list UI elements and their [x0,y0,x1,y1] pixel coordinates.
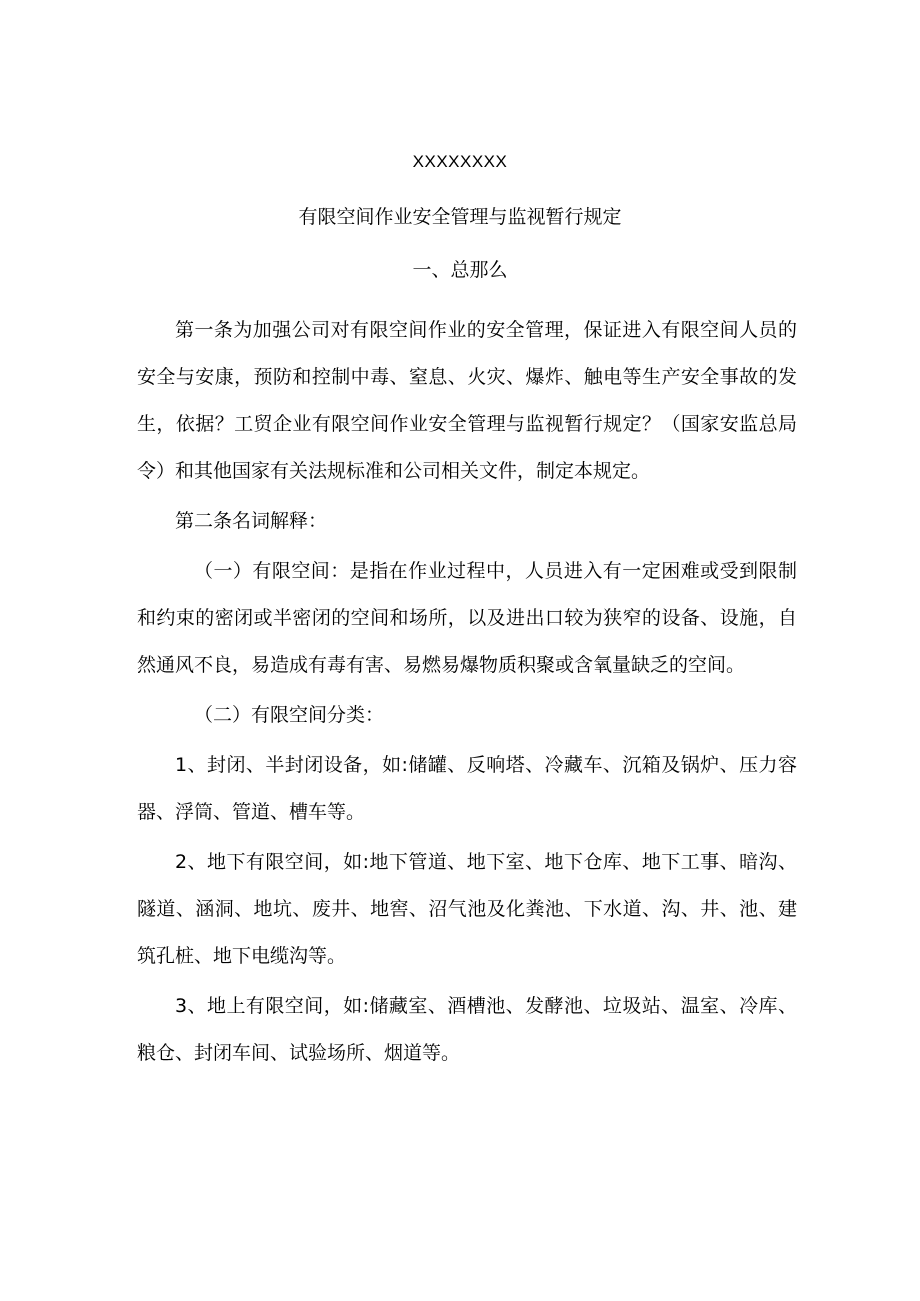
paragraph-definition-1: （一）有限空间：是指在作业过程中，人员进入有一定困难或受到限制和约束的密闭或半密闭的空间和场所，以及进出口较为狭窄的设备、设施，自然通风不良，易造成有毒有害、易燃易爆物质积聚或含氧量缺乏的空间。 [137,560,797,676]
paragraph-article-1: 第一条为加强公司对有限空间作业的安全管理，保证进入有限空间人员的安全与安康，预防和控制中毒、窒息、火灾、爆炸、触电等生产安全事故的发生，依据？工贸企业有限空间作业安全管理与监视暂行规定？（国家安监总局令）和其他国家有关法规标准和公司相关文件，制定本规定。 [137,319,797,482]
document-body [137,307,797,1080]
paragraph-item-3: 3、地上有限空间，如:储藏室、酒槽池、发酵池、垃圾站、温室、冷库、粮仓、封闭车间、试验场所、烟道等。 [137,995,797,1064]
document-title: 有限空间作业安全管理与监视暂行规定 [298,206,622,228]
paragraph-article-2: 第二条名词解释： [175,510,328,532]
paragraph-item-2: 2、地下有限空间，如:地下管道、地下室、地下仓库、地下工事、暗沟、隧道、涵洞、地坑、废井、地窖、沼气池及化粪池、下水道、沟、井、池、建筑孔桩、地下电缆沟等。 [137,851,797,967]
section-heading: 一、总那么 [412,259,508,281]
paragraph-item-1: 1、封闭、半封闭设备，如:储罐、反响塔、冷藏车、沉箱及锅炉、压力容器、浮筒、管道、槽车等。 [137,754,797,823]
paragraph-definition-2: （二）有限空间分类： [194,704,385,726]
company-name: XXXXXXXX [412,152,508,171]
